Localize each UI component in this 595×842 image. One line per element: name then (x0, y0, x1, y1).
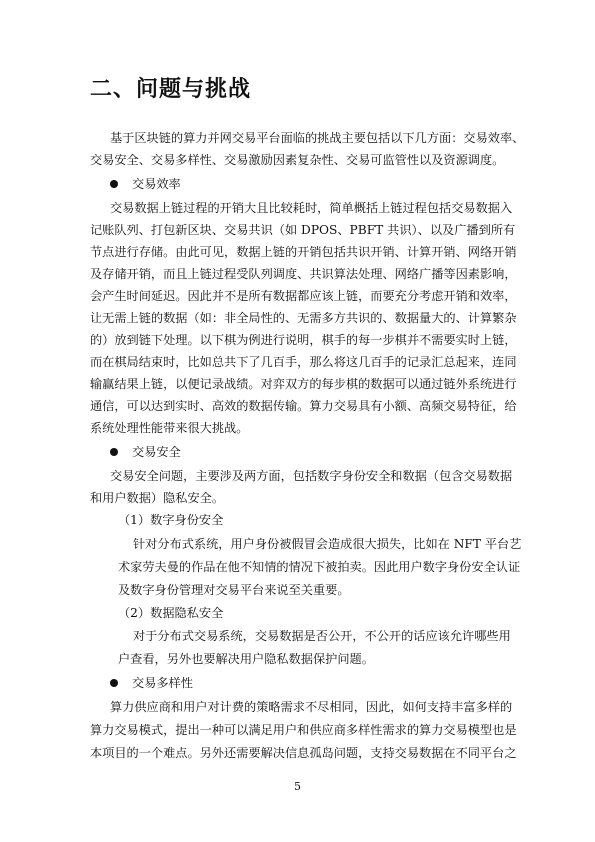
bullet-item-efficiency (110, 174, 181, 194)
paragraph-line: 及数字身份管理对交易平台来说至关重要。 (118, 583, 350, 597)
paragraph-line: 对于分布式交易系统，交易数据是否公开，不公开的话应该允许哪些用 (133, 629, 511, 643)
paragraph-line: 户查看，另外也要解决用户隐私数据保护问题。 (118, 652, 374, 666)
paragraph-line: 而在棋局结束时，比如总共下了几百手，那么将这几百手的记录汇总起来，连同 (90, 355, 517, 369)
paragraph-line: 交易数据上链过程的开销大且比较耗时，简单概括上链过程包括交易数据入 (110, 201, 513, 215)
bullet-label: 交易安全 (132, 445, 181, 459)
subheading-digital-identity: （1）数字身份安全 (118, 513, 224, 527)
bullet-label: 交易效率 (132, 177, 181, 191)
page-number: 5 (294, 780, 301, 793)
paragraph-line: 会产生时间延迟。因此并不是所有数据都应该上链，而要充分考虑开销和效率， (90, 289, 517, 303)
paragraph-line: 和用户数据）隐私安全。 (90, 491, 225, 505)
paragraph-line: 节点进行存储。由此可见，数据上链的开销包括共识开销、计算开销、网络开销 (90, 245, 517, 259)
paragraph-line: 本项目的一个难点。另外还需要解决信息孤岛问题，支持交易数据在不同平台之 (90, 746, 517, 760)
paragraph-line: 基于区块链的算力并网交易平台面临的挑战主要包括以下几方面：交易效率、 (110, 131, 525, 145)
paragraph-line: 算力交易模式，提出一种可以满足用户和供应商多样性需求的算力交易模型也是 (90, 723, 517, 737)
section-heading: 二、问题与挑战 (90, 77, 252, 102)
paragraph-line: 及存储开销，而且上链过程受队列调度、共识算法处理、网络广播等因素影响， (90, 267, 517, 281)
subheading-data-privacy: （2）数据隐私安全 (118, 606, 224, 620)
bullet-icon (110, 180, 118, 188)
bullet-icon (110, 448, 118, 456)
bullet-icon (110, 679, 118, 687)
paragraph-line: 算力供应商和用户对计费的策略需求不尽相同，因此，如何支持丰富多样的 (110, 700, 513, 714)
bullet-item-diversity (110, 673, 193, 693)
paragraph-line: 交易安全、交易多样性、交易激励因素复杂性、交易可监管性以及资源调度。 (90, 153, 505, 167)
paragraph-line: 交易安全问题，主要涉及两方面，包括数字身份安全和数据（包含交易数据 (110, 469, 513, 483)
paragraph-line: 针对分布式系统，用户身份被假冒会造成很大损失，比如在 NFT 平台艺 (133, 537, 522, 551)
paragraph-line: 让无需上链的数据（如：非全局性的、无需多方共识的、数据量大的、计算繁杂 (90, 311, 517, 325)
bullet-item-security (110, 442, 181, 462)
paragraph-line: 记账队列、打包新区块、交易共识（如 DPOS、PBFT 共识）、以及广播到所有 (90, 223, 516, 237)
paragraph-line: 系统处理性能带来很大挑战。 (90, 421, 249, 435)
paragraph-line: 术家劳夫曼的作品在他不知情的情况下被拍卖。因此用户数字身份安全认证 (118, 560, 521, 574)
paragraph-line: 的）放到链下处理。以下棋为例进行说明，棋手的每一步棋并不需要实时上链， (90, 333, 517, 347)
paragraph-line: 通信，可以达到实时、高效的数据传输。算力交易具有小额、高频交易特征，给 (90, 399, 517, 413)
bullet-label: 交易多样性 (132, 676, 193, 690)
paragraph-line: 输赢结果上链，以便记录战绩。对弈双方的每步棋的数据可以通过链外系统进行 (90, 377, 517, 391)
